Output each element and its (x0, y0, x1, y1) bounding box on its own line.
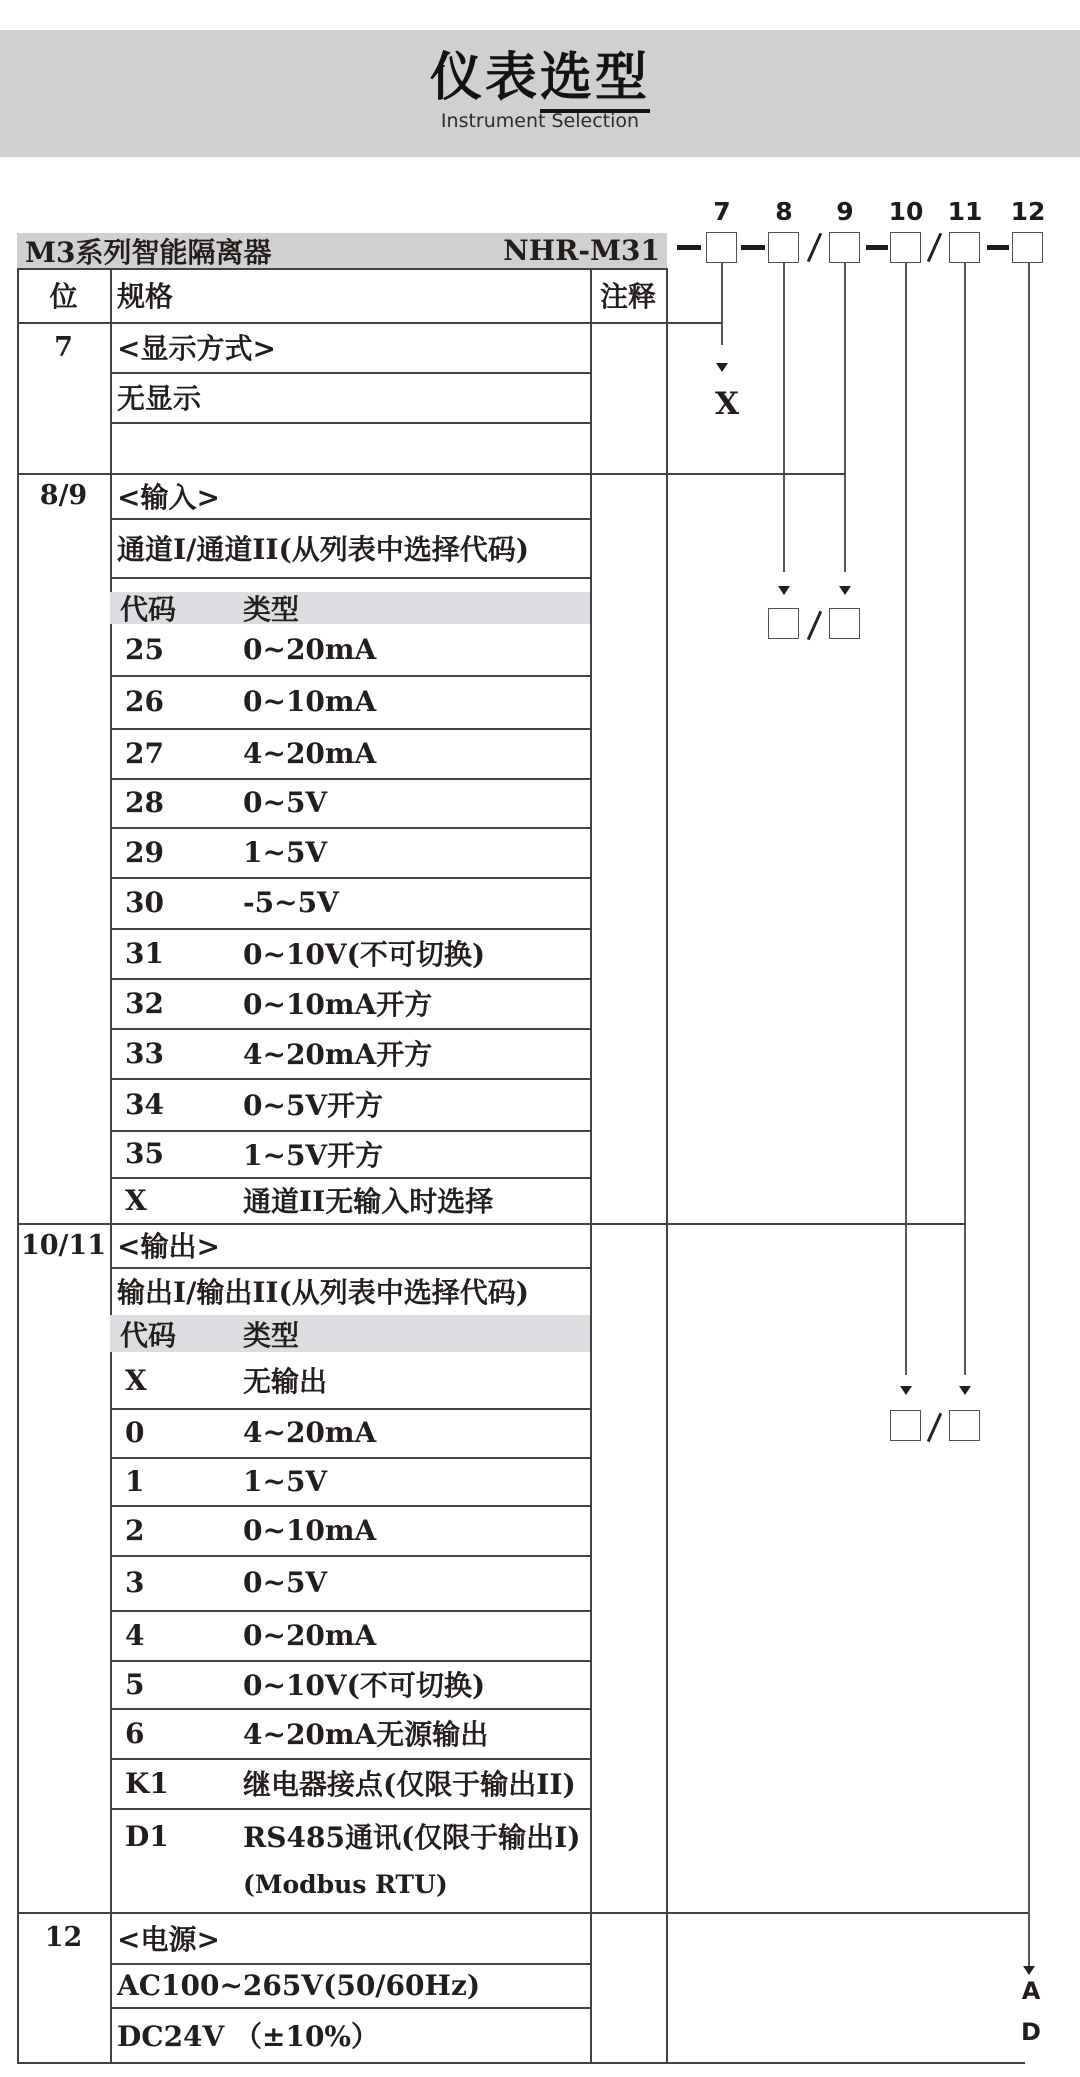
slash-separator (927, 1413, 943, 1443)
type-cell: 无输出 (243, 1365, 328, 1398)
code-header-code: 代码 (120, 1318, 177, 1352)
arrow-down-icon (839, 586, 851, 595)
type-cell: 0~10mA开方 (243, 988, 433, 1021)
grid-line (110, 422, 590, 424)
product-series: M3系列智能隔离器 (25, 235, 272, 269)
code-cell: X (125, 1183, 147, 1217)
spec-row: DC24V （±10%） (117, 2019, 380, 2053)
code-box-7 (706, 232, 737, 263)
code-cell: X (125, 1363, 147, 1397)
type-cell: 1~5V开方 (243, 1138, 384, 1172)
section-pos-89: 8/9 (39, 480, 88, 511)
code-header-band (110, 1315, 590, 1352)
section-pos-12: 12 (44, 1922, 83, 1953)
code-cell: 34 (125, 1087, 164, 1121)
dash-separator (987, 245, 1009, 250)
grid-line (110, 577, 590, 579)
grid-line (110, 1457, 590, 1459)
type-cell: 4~20mA (243, 736, 377, 770)
grid-line (110, 827, 590, 829)
code-cell: 30 (125, 886, 164, 919)
type-cell: 0~5V开方 (243, 1089, 384, 1122)
section-subtitle-89: 通道I/通道II(从列表中选择代码) (117, 532, 530, 566)
drop-line-7 (721, 263, 723, 345)
type-cell: 0~10V(不可切换) (243, 938, 486, 971)
type-cell: 0~20mA (243, 1618, 377, 1652)
code-cell: 3 (125, 1566, 145, 1599)
type-cell: 0~20mA (243, 633, 377, 666)
type-cell: 0~5V (243, 786, 328, 819)
section-pos-1011: 10/11 (20, 1229, 106, 1261)
position-number-8: 8 (775, 196, 793, 226)
answer-box-10 (890, 1410, 921, 1441)
code-cell: 29 (125, 835, 164, 869)
answer-box-8 (768, 608, 799, 639)
spec-row: AC100~265V(50/60Hz) (117, 1968, 481, 2002)
type-cell: 4~20mA (243, 1416, 377, 1449)
code-box-8 (768, 232, 799, 263)
code-cell: 26 (125, 685, 164, 718)
drop-line-10 (905, 263, 907, 1375)
page-title-underlined: 选型 (540, 48, 650, 113)
section-title-1011: <输出> (117, 1230, 220, 1263)
grid-line (110, 778, 590, 780)
grid-line (17, 268, 19, 2064)
position-number-7: 7 (713, 196, 731, 226)
page-title (0, 50, 1080, 106)
position-number-10: 10 (888, 196, 924, 226)
answer-box-11 (949, 1410, 980, 1441)
arrow-down-icon (959, 1386, 971, 1395)
grid-line (110, 268, 112, 2064)
drop-line-11 (964, 263, 966, 1375)
section-title-7: <显示方式> (117, 332, 276, 365)
pos12-choice-a: A (1021, 1977, 1041, 2005)
type-cell: 继电器接点(仅限于输出II) (243, 1768, 576, 1801)
code-box-9 (829, 232, 860, 263)
arrow-down-icon (716, 363, 728, 372)
drop-line-9 (844, 263, 846, 572)
slash-separator (807, 233, 823, 263)
type-cell: 1~5V (243, 835, 328, 869)
type-cell: 0~10mA (243, 1513, 377, 1547)
section-pos-7: 7 (54, 331, 73, 363)
grid-line (17, 268, 667, 270)
page-subtitle: Instrument Selection (440, 110, 640, 132)
code-cell: 4 (125, 1618, 145, 1652)
type-cell: 0~5V (243, 1566, 328, 1599)
position-number-9: 9 (836, 196, 854, 226)
grid-line (110, 1555, 590, 1557)
arrow-down-icon (900, 1386, 912, 1395)
type-cell: 1~5V (243, 1464, 328, 1498)
dash-separator (866, 245, 888, 250)
code-header-code: 代码 (120, 593, 177, 626)
type-cell: 通道II无输入时选择 (243, 1185, 494, 1218)
code-cell: 25 (125, 633, 164, 666)
code-header-band (110, 592, 590, 624)
type-cell-line2: (Modbus RTU) (243, 1869, 448, 1899)
position-number-12: 12 (1010, 196, 1046, 226)
code-cell: 27 (125, 736, 164, 770)
grid-line (590, 268, 592, 2064)
type-cell: RS485通讯(仅限于输出I) (243, 1821, 581, 1854)
type-cell: 4~20mA无源输出 (243, 1718, 489, 1751)
type-cell: 0~10mA (243, 685, 377, 718)
drop-line-8 (783, 263, 785, 572)
arrow-down-icon (1023, 1966, 1035, 1975)
section-title-12: <电源> (117, 1922, 220, 1956)
dash-separator (741, 245, 765, 250)
code-cell: 35 (125, 1137, 164, 1170)
code-box-10 (890, 232, 921, 263)
grid-line (17, 2062, 1025, 2064)
spec-row: 无显示 (117, 382, 202, 415)
grid-line (110, 877, 590, 879)
code-cell: D1 (125, 1819, 169, 1853)
type-cell: 4~20mA开方 (243, 1038, 433, 1071)
code-cell: 6 (125, 1716, 145, 1750)
arrow-down-icon (778, 586, 790, 595)
code-cell: 1 (125, 1464, 145, 1498)
grid-line (666, 268, 668, 2064)
code-cell: 2 (125, 1513, 145, 1547)
slash-separator (927, 233, 943, 263)
product-model: NHR-M31 (503, 234, 660, 267)
code-header-type: 类型 (243, 593, 300, 626)
pos7-choice: X (714, 386, 740, 422)
col-header-note: 注释 (599, 280, 656, 313)
code-cell: K1 (125, 1766, 169, 1800)
page-title-prefix: 仪表 (429, 48, 540, 108)
col-header-spec: 规格 (117, 280, 174, 313)
slash-separator (807, 611, 823, 641)
code-cell: 33 (125, 1036, 164, 1070)
drop-line-12 (1028, 263, 1030, 1966)
code-header-type: 类型 (243, 1318, 300, 1352)
answer-box-9 (829, 608, 860, 639)
pos12-choice-d: D (1021, 2018, 1041, 2046)
code-cell: 32 (125, 986, 164, 1020)
section-subtitle-1011: 输出I/输出II(从列表中选择代码) (117, 1276, 530, 1309)
type-cell: 0~10V(不可切换) (243, 1669, 486, 1702)
col-header-position: 位 (49, 280, 78, 313)
code-box-11 (949, 232, 980, 263)
position-number-11: 11 (947, 196, 983, 226)
code-cell: 28 (125, 786, 164, 819)
type-cell: -5~5V (243, 886, 339, 919)
dash-separator (677, 245, 701, 250)
code-cell: 5 (125, 1667, 145, 1701)
section-title-89: <输入> (117, 480, 220, 514)
code-box-12 (1012, 232, 1043, 263)
code-cell: 0 (125, 1416, 145, 1449)
code-cell: 31 (125, 936, 164, 970)
